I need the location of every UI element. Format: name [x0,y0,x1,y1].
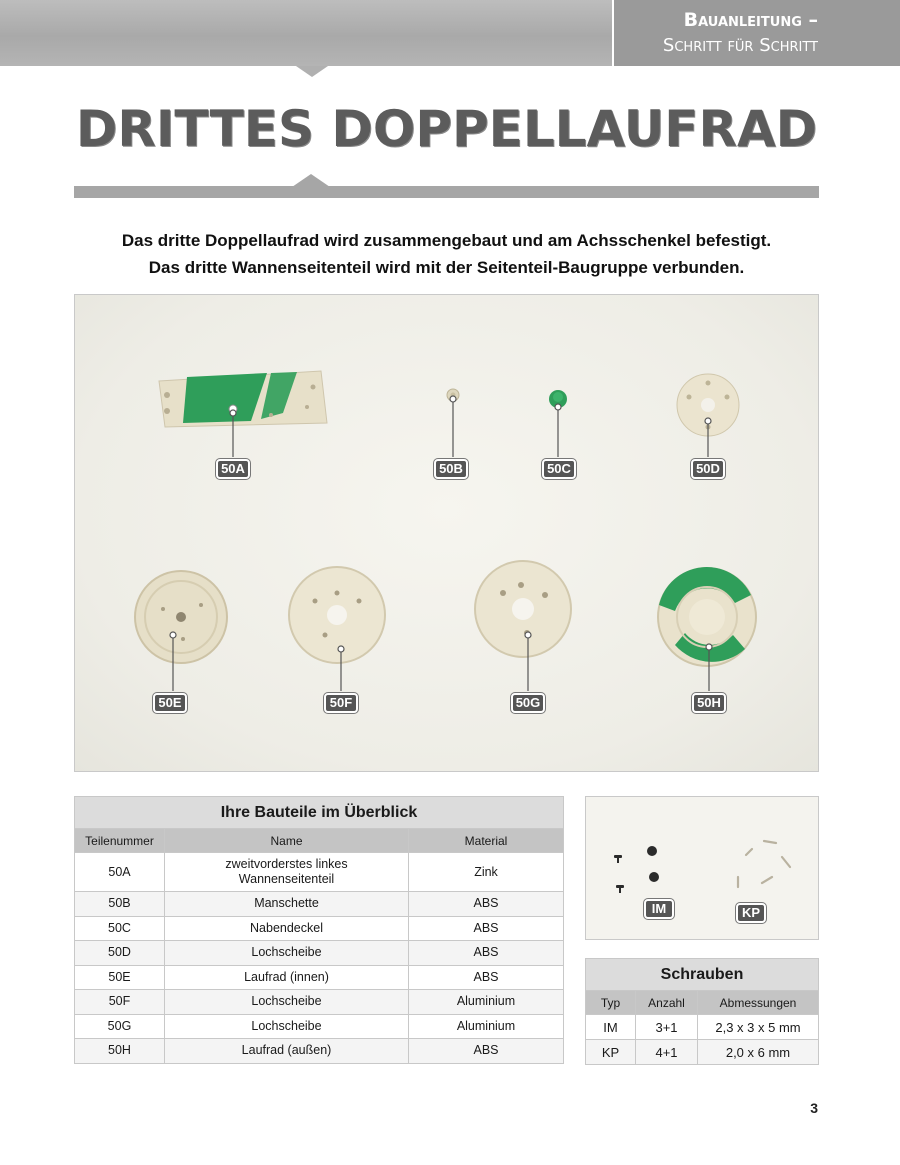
table-cell: 50H [75,1039,165,1064]
intro-line-1: Das dritte Doppellaufrad wird zusammengebaut und am Achsschenkel befestigt. [121,231,772,250]
table-row [75,1014,564,1039]
part-50a-image [159,371,327,427]
screws-table [585,958,819,1065]
section-label-line2: Schritt für Schritt [662,35,818,56]
table-cell: ABS [409,965,564,990]
table-cell: Laufrad (innen) [165,965,409,990]
table-row [75,853,564,892]
table-cell: 50G [75,1014,165,1039]
table-cell: 50B [75,892,165,917]
part-label-50a: 50A [216,459,250,479]
table-row [75,916,564,941]
table-cell: 2,0 x 6 mm [698,1040,819,1065]
intro-text [74,227,819,281]
intro-line-2: Das dritte Wannenseitenteil wird mit der Seitenteil-Baugruppe verbunden. [148,258,745,277]
table-cell: 4+1 [636,1040,698,1065]
kp-screws-image [738,841,790,887]
table-cell: zweitvorderstes linkes Wannenseitenteil [165,853,409,892]
table-cell: 50F [75,990,165,1015]
table-row [75,965,564,990]
table-cell: 50E [75,965,165,990]
part-label-50f: 50F [324,693,358,713]
table-row [586,1015,819,1040]
screw-label-im: IM [644,899,674,919]
table-cell: Nabendeckel [165,916,409,941]
table-row [75,990,564,1015]
parts-table-caption: Ihre Bauteile im Überblick [75,797,564,829]
table-cell: IM [586,1015,636,1040]
table-cell: 50C [75,916,165,941]
part-50e-image [135,571,227,663]
screws-photo [585,796,819,940]
table-cell: ABS [409,916,564,941]
part-50h-image [658,567,756,666]
table-row [75,892,564,917]
title-rule [74,186,819,198]
part-label-50h: 50H [692,693,726,713]
screws-table-caption: Schrauben [586,959,819,991]
table-cell: ABS [409,892,564,917]
parts-table-header: Name [165,829,409,853]
part-50g-image [475,561,571,657]
table-cell: Aluminium [409,1014,564,1039]
parts-photo [74,294,819,772]
screw-label-kp: KP [736,903,766,923]
screws-table-header: Typ [586,991,636,1015]
part-50f-image [289,567,385,663]
leader-lines [173,399,709,691]
parts-table-header: Material [409,829,564,853]
table-cell: ABS [409,941,564,966]
table-cell: Lochscheibe [165,990,409,1015]
table-cell: 2,3 x 3 x 5 mm [698,1015,819,1040]
table-cell: Zink [409,853,564,892]
part-label-50e: 50E [153,693,187,713]
table-cell: Lochscheibe [165,941,409,966]
table-cell: Aluminium [409,990,564,1015]
part-label-50c: 50C [542,459,576,479]
screws-table-header: Anzahl [636,991,698,1015]
table-row [586,1040,819,1065]
page-title: DRITTES DOPPELLAUFRAD [75,100,818,158]
table-cell: Manschette [165,892,409,917]
parts-table-header: Teilenummer [75,829,165,853]
leader-dots [170,396,712,652]
page-number: 3 [810,1100,818,1116]
part-label-50g: 50G [511,693,545,713]
table-cell: ABS [409,1039,564,1064]
parts-table [74,796,564,1064]
table-cell: KP [586,1040,636,1065]
part-label-50b: 50B [434,459,468,479]
table-row [75,941,564,966]
table-row [75,1039,564,1064]
table-cell: 50D [75,941,165,966]
section-label [612,0,900,66]
table-cell: 50A [75,853,165,892]
screws-table-header: Abmessungen [698,991,819,1015]
table-cell: Lochscheibe [165,1014,409,1039]
im-screws-image [614,846,659,893]
table-cell: 3+1 [636,1015,698,1040]
part-label-50d: 50D [691,459,725,479]
screws-illustration [586,797,820,941]
section-label-line1: Bauanleitung – [683,9,818,31]
table-cell: Laufrad (außen) [165,1039,409,1064]
